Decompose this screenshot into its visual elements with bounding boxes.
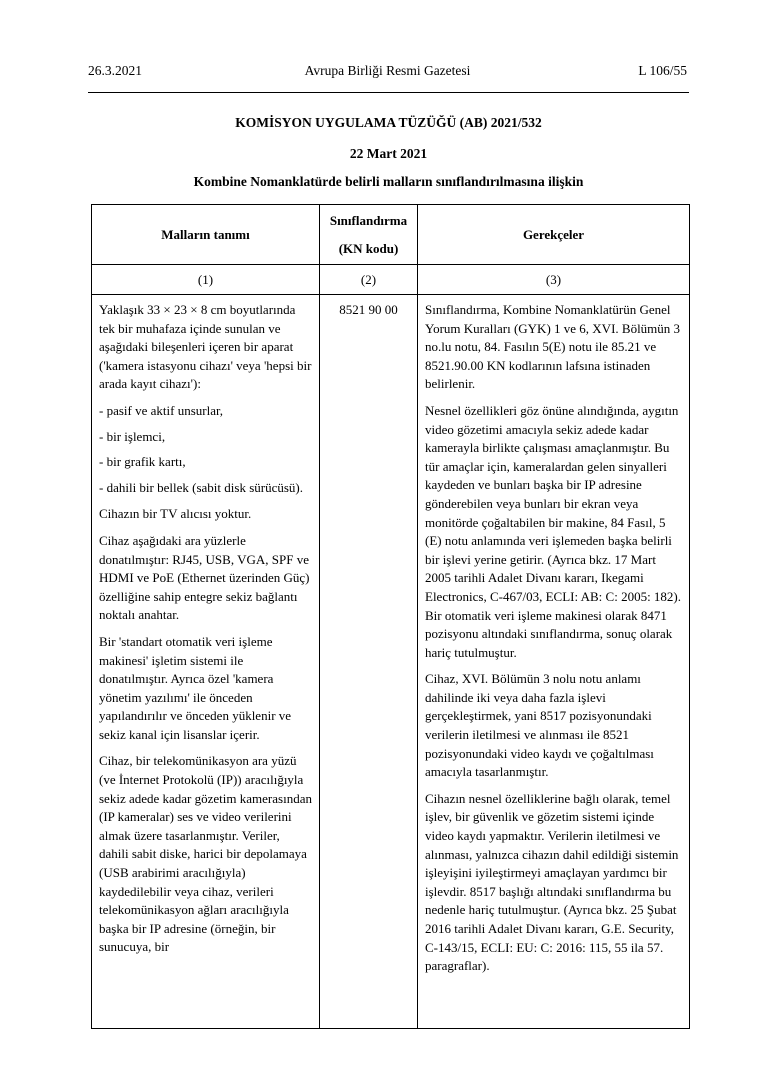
cn-code: 8521 90 00	[339, 302, 398, 317]
header-divider	[88, 92, 689, 93]
classification-table	[91, 204, 690, 1029]
reason-paragraph: Cihaz, XVI. Bölümün 3 nolu notu anlamı dahilinde iki veya daha fazla işlevi gerçekleştirmek, yani 8517 pozisyonundaki verilerin iletilmesi ve alınması ile 8521 pozisyonundaki video kaydı ve çoğaltılması amacıyla tasarlanmıştır.	[425, 671, 654, 780]
column-number-2: (2)	[320, 265, 418, 295]
column-header-classification: Sınıflandırma (KN kodu)	[320, 205, 418, 265]
column-header-reasons: Gerekçeler	[418, 205, 690, 265]
reason-paragraph: Nesnel özellikleri göz önüne alındığında, aygıtın video gözetimi amacıyla sekiz adede kadar kamerayla birlikte çalışması amaçlanmıştır. Bu tür amaçlar için, kameralardan gelen sinyalleri kaydeden ve bunları başka bir IP adresine gönderebilen veya bunları bir ekran veya monitörde çoğaltabilen bir makine, 84 Fasıl, 5 (E) notu anlamında veri işlemeden başka belirli bir işlevi yerine getirir. (Ayrıca bkz. 17 Mart 2005 tarihli Adalet Divanı kararı, Ikegami Electronics, C-467/03, ECLI: AB: C: 2005: 182). Bir otomatik veri işleme makinesi olarak 8471 pozisyonu altındaki sınıflandırma, sonuç olarak hariç tutulmuştur.	[425, 402, 682, 660]
journal-name: Avrupa Birliği Resmi Gazetesi	[304, 63, 471, 78]
description-paragraph: Bir 'standart otomatik veri işleme makinesi' işletim sistemi ile donatılmıştır. Ayrıca özel 'kamera yönetim yazılımı' ile önceden yapılandırılır ve önceden yüklenir ve sekiz kanal için lisanslar içerir.	[99, 633, 292, 742]
regulation-subject: Kombine Nomanklatürde belirli malların sınıflandırılmasına ilişkin	[193, 174, 584, 189]
goods-description-cell	[92, 295, 320, 1029]
table-row	[92, 295, 690, 1029]
description-list-item: - bir grafik kartı,	[99, 454, 186, 470]
description-paragraph: Cihaz, bir telekomünikasyon ara yüzü (ve İnternet Protokolü (IP)) aracılığıyla sekiz adede kadar gözetim kamerasından (IP kameralar) ses ve video verilerini almak üzere tasarlanmıştır. Veriler, dahili sabit diske, harici bir depolamaya (USB arabirimi aracılığıyla) kaydedilebilir veya cihaz, verileri telekomünikasyon ağları aracılığıyla başka bir IP adresine (örneğin, bir sunucuya, bir	[99, 753, 312, 955]
description-paragraph: Cihaz aşağıdaki ara yüzlerle donatılmıştır: RJ45, USB, VGA, SPF ve HDMI ve PoE (Ethernet üzerinden Güç) özelliğine sahip entegre sekiz bağlantı noktalı anahtar.	[99, 532, 310, 623]
description-paragraph: Yaklaşık 33 × 23 × 8 cm boyutlarında tek bir muhafaza içinde sunulan ve aşağıdaki bileşenleri içeren bir aparat ('kamera istasyonu cihazı' veya 'hepsi bir arada kayıt cihazı'):	[99, 302, 312, 392]
description-list-item: - pasif ve aktif unsurlar,	[99, 402, 224, 418]
page-header	[88, 63, 687, 83]
table-number-row	[92, 265, 690, 295]
description-list-item: - dahili bir bellek (sabit disk sürücüsü).	[99, 479, 303, 495]
table-header-row	[92, 205, 690, 265]
column-header-description: Malların tanımı	[92, 205, 320, 265]
reason-paragraph: Cihazın nesnel özelliklerine bağlı olarak, temel işlev, bir güvenlik ve gözetim sistemi içinde video kaydı yapmaktır. Verilerin iletilmesi ve alınması, yalnızca cihazın dahil edildiği sistemin işleyişini iyileştirmeyi amaçlayan yardımcı bir işlevdir. 8517 başlığı altındaki sınıflandırma bu nedenle hariç tutulmuştur. (Ayrıca bkz. 25 Şubat 2016 tarihli Adalet Divanı kararı, G.E. Security, C-143/15, ECLI: EU: C: 2016: 115, 55 ila 57. paragraflar).	[425, 790, 679, 974]
description-list-item: - bir işlemci,	[99, 428, 166, 444]
column-number-1: (1)	[92, 265, 320, 295]
description-paragraph: Cihazın bir TV alıcısı yoktur.	[99, 506, 252, 522]
regulation-title: KOMİSYON UYGULAMA TÜZÜĞÜ (AB) 2021/532	[235, 115, 542, 130]
reason-paragraph: Sınıflandırma, Kombine Nomanklatürün Genel Yorum Kuralları (GYK) 1 ve 6, XVI. Bölümün 3 no.lu notu, 84. Fasılın 5(E) notu ile 85.21 ve 8521.90.00 KN kodlarının lafsına istinaden belirlenir.	[425, 302, 681, 392]
regulation-date: 22 Mart 2021	[349, 146, 428, 161]
page-reference: L 106/55	[638, 63, 687, 78]
reasons-cell	[418, 295, 690, 1029]
column-number-3: (3)	[418, 265, 690, 295]
cn-code-cell	[320, 295, 418, 1029]
publication-date: 26.3.2021	[88, 63, 142, 78]
